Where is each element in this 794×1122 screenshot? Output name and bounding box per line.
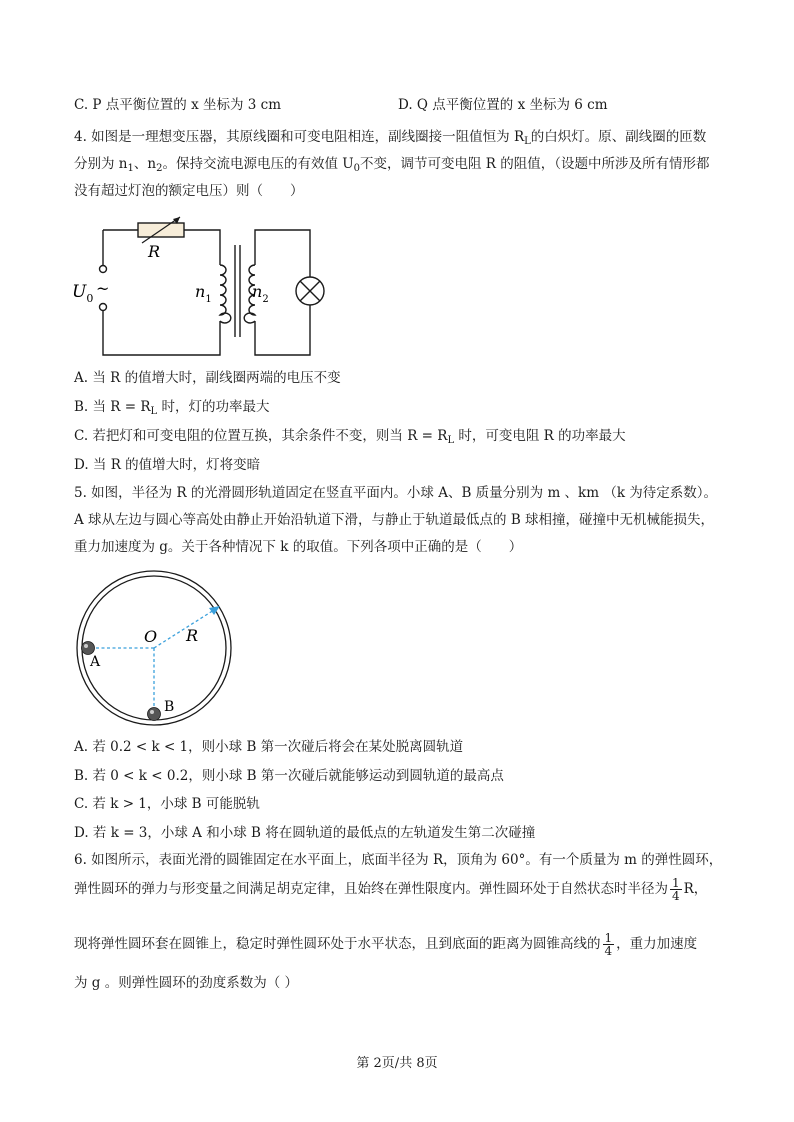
q5-stem-line2: A 球从左边与圆心等高处由静止开始沿轨道下滑，与静止于轨道最低点的 B 球相撞，碰撞中无机械能损失，: [74, 512, 715, 528]
transformer-circuit-figure: [70, 215, 340, 363]
q4-stem-line1: [74, 128, 706, 151]
q4-option-b-sub: L: [150, 406, 158, 417]
primary-coil: [220, 265, 231, 323]
radius-arrow-head: [209, 606, 220, 615]
primary-wire-left-lower: [103, 311, 220, 355]
q6-stem2-b: R，: [683, 881, 708, 897]
q4-option-c-sub: L: [447, 435, 455, 446]
label-n1: $n_1$: [195, 282, 212, 305]
label-b: B: [164, 699, 175, 715]
q4-stem2-b: 、n: [133, 156, 157, 172]
q4-stem2-sub2: 2: [156, 163, 163, 174]
q6-stem-line3: [74, 932, 697, 957]
q6-stem2-a: 弹性圆环的弹力与形变量之间满足胡克定律，且始终在弹性限度内。弹性圆环处于自然状态时半径为: [74, 881, 668, 897]
label-tilde: ~: [96, 279, 110, 298]
label-n2: $n_2$: [252, 282, 269, 305]
q4-option-c: [74, 427, 626, 450]
q4-stem2-sub3: 0: [353, 163, 360, 174]
source-terminal-top: [100, 266, 107, 273]
prev-option-c: C. P 点平衡位置的 x 坐标为 3 cm: [74, 97, 282, 113]
q4-stem1-tail: 的白炽灯。原、副线圈的匝数: [530, 129, 707, 145]
circular-track-figure: [74, 570, 239, 725]
primary-wire-top-right: [184, 230, 220, 265]
q4-stem2-d: 不变，调节可变电阻 R 的阻值，（设题中所涉及所有情形都: [360, 156, 710, 172]
q4-stem1-text: 4. 如图是一理想变压器，其原线圈和可变电阻相连，副线圈接一阻值恒为 R: [74, 129, 525, 145]
q6-stem3-b: ，重力加速度: [616, 936, 698, 952]
label-a: A: [90, 654, 101, 670]
q6-fraction-radius: [670, 877, 682, 902]
q4-option-d: D. 当 R 的值增大时，灯将变暗: [74, 457, 261, 473]
q4-stem2-c: 。保持交流电源电压的有效值 U: [162, 156, 354, 172]
q6-fraction-radius-num: 1: [672, 876, 680, 890]
q4-stem-line2: [74, 155, 710, 178]
q6-fraction-radius-den: 4: [672, 889, 680, 903]
label-o: O: [144, 627, 158, 646]
q6-stem3-a: 现将弹性圆环套在圆锥上，稳定时弹性圆环处于水平状态，且到底面的距离为圆锥高线的: [74, 936, 601, 952]
q4-option-b-a: B. 当 R = R: [74, 399, 151, 415]
q4-stem-line3: 没有超过灯泡的额定电压）则（ ）: [74, 183, 304, 199]
prev-option-d: D. Q 点平衡位置的 x 坐标为 6 cm: [398, 97, 608, 113]
ball-a-highlight: [84, 644, 88, 648]
q4-option-a: A. 当 R 的值增大时，副线圈两端的电压不变: [74, 370, 341, 386]
q4-option-b: [74, 398, 269, 421]
q4-stem1-sub: L: [524, 136, 531, 147]
source-terminal-bottom: [100, 304, 107, 311]
q6-fraction-height-num: 1: [604, 931, 613, 945]
ball-a: [82, 642, 95, 655]
label-u0: $U_0$: [72, 282, 94, 305]
label-r: R: [148, 242, 161, 261]
q6-stem-line1: 6. 如图所示，表面光滑的圆锥固定在水平面上，底面半径为 R，顶角为 60°。有一个质量为 m 的弹性圆环，: [74, 852, 723, 868]
q5-option-a: A. 若 0.2 < k < 1，则小球 B 第一次碰后将会在某处脱离圆轨道: [74, 739, 464, 755]
q6-fraction-height: [603, 932, 615, 957]
q5-option-c: C. 若 k > 1，小球 B 可能脱轨: [74, 796, 260, 812]
ball-b: [148, 708, 161, 721]
q6-stem-line4: 为 g 。则弹性圆环的劲度系数为（ ）: [74, 975, 299, 991]
q4-option-b-b: 时，灯的功率最大: [157, 399, 270, 415]
q5-option-d: D. 若 k = 3，小球 A 和小球 B 将在圆轨道的最低点的左轨道发生第二次碰撞: [74, 825, 536, 841]
page-footer: 第 2页/共 8页: [356, 1056, 438, 1071]
q5-stem-line3: 重力加速度为 g。关于各种情况下 k 的取值。下列各项中正确的是（ ）: [74, 539, 523, 555]
q4-stem2-sub1: 1: [127, 163, 134, 174]
q5-stem-line1: 5. 如图，半径为 R 的光滑圆形轨道固定在竖直平面内。小球 A、B 质量分别为 m 、km （k 为待定系数）。: [74, 485, 718, 501]
radius-arrow-r: [154, 610, 214, 648]
label-radius-r: R: [186, 626, 199, 645]
q6-stem-line2: [74, 877, 707, 902]
q4-option-c-b: 时，可变电阻 R 的功率最大: [454, 428, 626, 444]
ball-b-highlight: [150, 710, 154, 714]
q6-fraction-height-den: 4: [604, 944, 613, 958]
q4-option-c-a: C. 若把灯和可变电阻的位置互换，其余条件不变，则当 R = R: [74, 428, 448, 444]
q4-stem2-a: 分别为 n: [74, 156, 128, 172]
q5-option-b: B. 若 0 < k < 0.2，则小球 B 第一次碰后就能够运动到圆轨道的最高点: [74, 768, 504, 784]
